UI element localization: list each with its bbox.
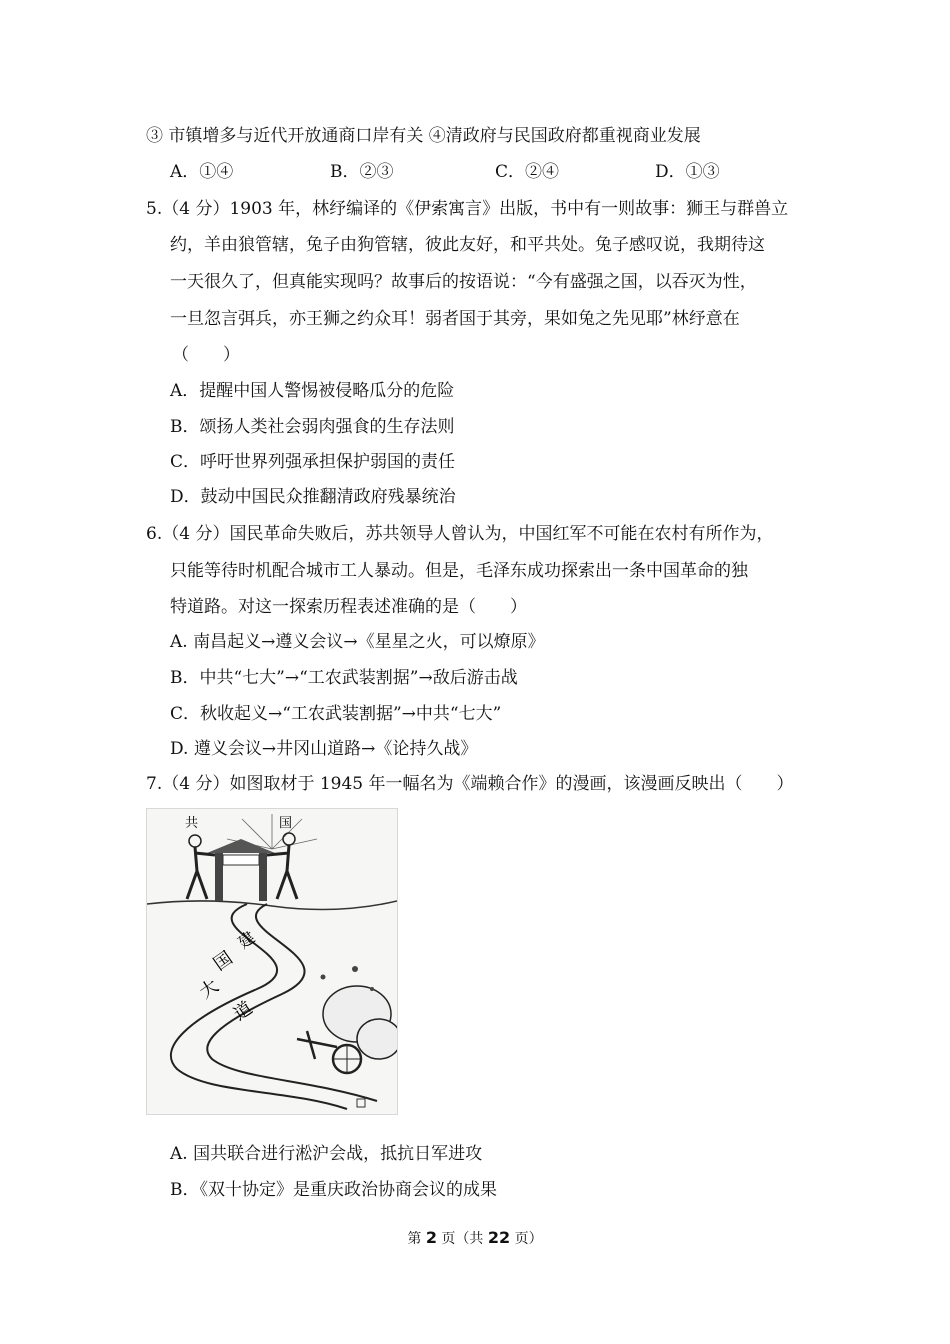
q4-option-d: D．①③	[655, 162, 720, 182]
cartoon-label-gong: 共	[185, 816, 199, 831]
q6-stem-line-2: 只能等待时机配合城市工人暴动。但是，毛泽东成功探索出一条中国革命的独	[170, 561, 748, 581]
q6-option-d: D. 遵义会议→井冈山道路→《论持久战》	[170, 739, 478, 759]
footer-middle: 页（共	[436, 1231, 488, 1247]
q5-option-c: C．呼吁世界列强承担保护弱国的责任	[170, 452, 456, 472]
q5-stem-line-3: 一天很久了，但真能实现吗？故事后的按语说：“今有盛强之国，以吞灭为性，	[170, 272, 757, 292]
q6-stem-line-1: 6.（4 分）国民革命失败后，苏共领导人曾认为，中国红军不可能在农村有所作为，	[146, 524, 774, 544]
q5-option-a: A．提醒中国人警惕被侵略瓜分的危险	[170, 381, 455, 401]
q5-stem-line-1: 5.（4 分）1903 年，林纾编译的《伊索寓言》出版，书中有一则故事：狮王与群兽立	[146, 199, 789, 219]
q6-option-c: C．秋收起义→“工农武装割据”→中共“七大”	[170, 704, 502, 724]
q6-option-a: A. 南昌起义→遵义会议→《星星之火，可以燎原》	[170, 632, 545, 652]
q4-option-a: A．①④	[170, 162, 234, 182]
q5-option-b: B．颂扬人类社会弱肉强食的生存法则	[170, 417, 455, 437]
q7-stem: 7.（4 分）如图取材于 1945 年一幅名为《端赖合作》的漫画，该漫画反映出（ ）	[146, 774, 794, 794]
cartoon-road-char-1: 大	[195, 975, 223, 1004]
cartoon-label-guo: 国	[279, 816, 293, 831]
footer-total-pages: 22	[487, 1228, 511, 1247]
q5-stem-line-2: 约，羊由狼管辖，兔子由狗管辖，彼此友好，和平共处。兔子感叹说，我期待这	[170, 235, 765, 255]
q5-answer-blank: （ ）	[172, 345, 240, 365]
footer-page-number: 2	[425, 1228, 437, 1247]
cartoon-image	[146, 808, 398, 1115]
q5-option-d: D．鼓动中国民众推翻清政府残暴统治	[170, 487, 456, 507]
page-footer	[0, 1228, 950, 1249]
cartoon-road-char-2: 国	[209, 947, 237, 976]
cartoon-road-char-4: 建	[234, 927, 259, 953]
q4-option-c: C．②④	[495, 162, 560, 182]
cartoon-road-char-3: 道	[229, 997, 257, 1026]
q4-statement-line: ③ 市镇增多与近代开放通商口岸有关 ④清政府与民国政府都重视商业发展	[146, 126, 701, 146]
q5-stem-line-4: 一旦忽言弭兵，亦王狮之约众耳！弱者国于其旁，果如兔之先见耶”林纾意在	[170, 309, 740, 329]
q7-option-a: A. 国共联合进行淞沪会战，抵抗日军进攻	[170, 1144, 483, 1164]
q6-option-b: B．中共“七大”→“工农武装割据”→敌后游击战	[170, 668, 518, 688]
q4-option-b: B．②③	[330, 162, 394, 182]
footer-prefix: 第	[407, 1231, 426, 1247]
q7-option-b: B．《双十协定》是重庆政治协商会议的成果	[170, 1180, 497, 1200]
cartoon-drawing	[147, 809, 397, 1114]
footer-suffix: 页）	[510, 1231, 543, 1247]
q6-stem-line-3: 特道路。对这一探索历程表述准确的是（ ）	[170, 597, 527, 617]
